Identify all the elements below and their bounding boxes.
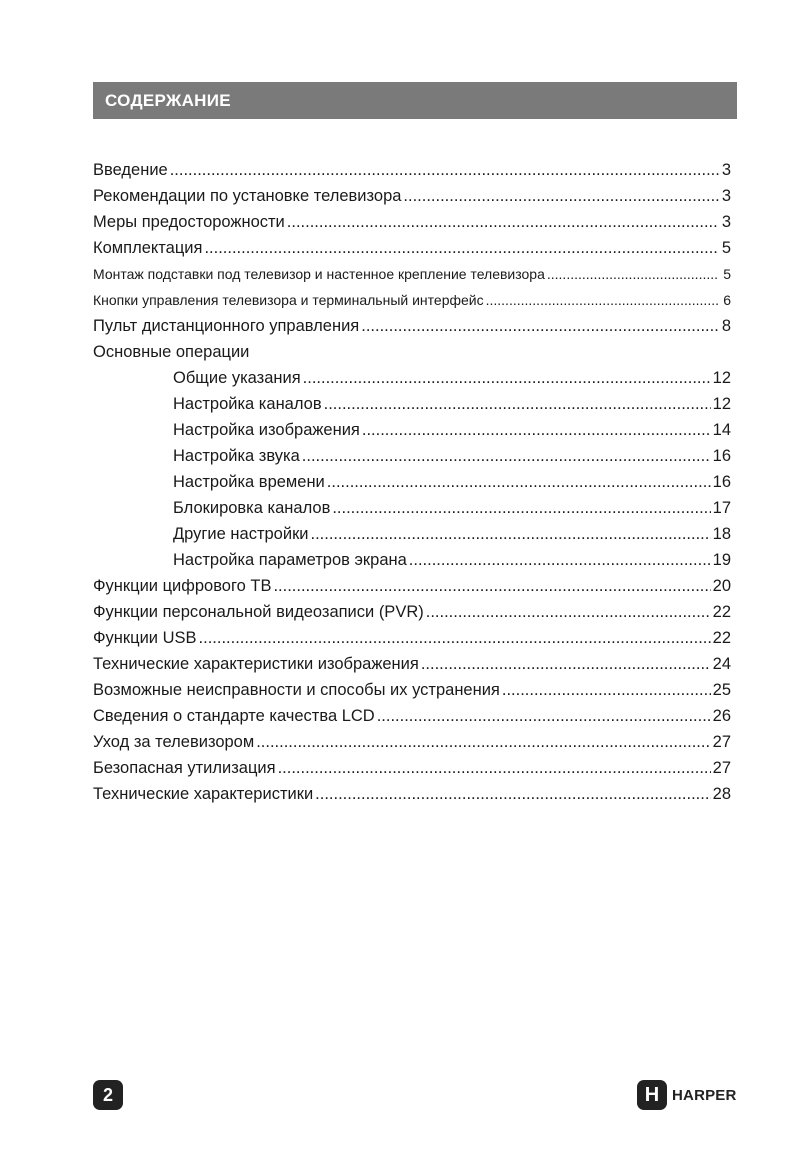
- toc-entry[interactable]: [93, 183, 731, 209]
- toc-entry-page: 3: [721, 161, 731, 179]
- toc-entry-title: Технические характеристики изображения: [93, 655, 419, 673]
- toc-dot-leader: [199, 625, 711, 651]
- toc-entry[interactable]: [93, 677, 731, 703]
- toc-entry-title: Кнопки управления телевизора и терминальный интерфейс: [93, 292, 484, 308]
- toc-entry[interactable]: [93, 469, 731, 495]
- toc-entry-page: 14: [712, 421, 731, 439]
- toc-entry-page: 22: [712, 629, 731, 647]
- toc-entry[interactable]: [93, 521, 731, 547]
- toc-entry[interactable]: [93, 365, 731, 391]
- toc-entry-title: Комплектация: [93, 239, 203, 257]
- toc-entry-title: Возможные неисправности и способы их устранения: [93, 681, 500, 699]
- toc-entry-title: Меры предосторожности: [93, 213, 285, 231]
- toc-entry[interactable]: [93, 287, 731, 313]
- toc-entry-page: 28: [712, 785, 731, 803]
- toc-entry[interactable]: [93, 651, 731, 677]
- toc-entry[interactable]: [93, 547, 731, 573]
- toc-dot-leader: [287, 209, 719, 235]
- toc-entry-page: 18: [712, 525, 731, 543]
- toc-entry-title: Общие указания: [173, 369, 301, 387]
- brand-name: HARPER: [672, 1086, 737, 1104]
- toc-entry-title: Настройка времени: [173, 473, 325, 491]
- toc-dot-leader: [361, 313, 719, 339]
- toc-dot-leader: [547, 261, 719, 287]
- toc-entry[interactable]: [93, 443, 731, 469]
- toc-entry-page: 19: [712, 551, 731, 569]
- toc-dot-leader: [324, 391, 711, 417]
- toc-entry-page: 24: [712, 655, 731, 673]
- toc-dot-leader: [302, 443, 711, 469]
- toc-dot-leader: [256, 729, 710, 755]
- toc-entry-page: 3: [721, 213, 731, 231]
- toc-entry-title: Рекомендации по установке телевизора: [93, 187, 402, 205]
- toc-dot-leader: [303, 365, 711, 391]
- toc-entry[interactable]: [93, 599, 731, 625]
- toc-entry-page: 27: [712, 759, 731, 777]
- page-number-badge: 2: [93, 1080, 123, 1110]
- toc-dot-leader: [377, 703, 711, 729]
- toc-entry-title: Настройка каналов: [173, 395, 322, 413]
- toc-entry-title: Технические характеристики: [93, 785, 314, 803]
- toc-entry[interactable]: [93, 573, 731, 599]
- toc-entry[interactable]: [93, 729, 731, 755]
- toc-entry-title: Настройка изображения: [173, 421, 360, 439]
- toc-entry-title: Сведения о стандарте качества LCD: [93, 707, 375, 725]
- toc-entry[interactable]: [93, 235, 731, 261]
- toc-entry-title: Функции цифрового ТВ: [93, 577, 272, 595]
- toc-dot-leader: [403, 183, 719, 209]
- toc-entry-page: 3: [721, 187, 731, 205]
- toc-entry[interactable]: [93, 157, 731, 183]
- toc-entry-page: 27: [712, 733, 731, 751]
- toc-entry-title: Другие настройки: [173, 525, 309, 543]
- toc-dot-leader: [502, 677, 711, 703]
- toc-entry-page: 26: [712, 707, 731, 725]
- toc-entry-title: Введение: [93, 161, 168, 179]
- toc-dot-leader: [315, 781, 710, 807]
- toc-entry-title: Функции USB: [93, 629, 197, 647]
- toc-entry[interactable]: [93, 339, 731, 365]
- toc-entry-page: 12: [712, 369, 731, 387]
- toc-entry-title: Основные операции: [93, 343, 250, 361]
- toc-entry[interactable]: [93, 755, 731, 781]
- toc-entry-page: 25: [712, 681, 731, 699]
- toc-dot-leader: [204, 235, 719, 261]
- toc-entry[interactable]: [93, 703, 731, 729]
- toc-entry-page: 5: [721, 239, 731, 257]
- toc-entry-title: Функции персональной видеозаписи (PVR): [93, 603, 424, 621]
- toc-entry-title: Монтаж подставки под телевизор и настенное крепление телевизора: [93, 266, 545, 282]
- toc-entry-title: Безопасная утилизация: [93, 759, 276, 777]
- toc-entry[interactable]: [93, 781, 731, 807]
- toc-entry-page: 8: [721, 317, 731, 335]
- toc-dot-leader: [278, 755, 711, 781]
- toc-dot-leader: [409, 547, 711, 573]
- toc-entry-page: 16: [712, 447, 731, 465]
- toc-entry[interactable]: [93, 261, 731, 287]
- toc-dot-leader: [486, 287, 719, 313]
- toc-entry[interactable]: [93, 495, 731, 521]
- toc-dot-leader: [426, 599, 711, 625]
- toc-entry-page: 20: [712, 577, 731, 595]
- toc-dot-leader: [311, 521, 711, 547]
- toc-entry[interactable]: [93, 209, 731, 235]
- toc-dot-leader: [362, 417, 711, 443]
- toc-entry-title: Блокировка каналов: [173, 499, 331, 517]
- toc-entry-page: 16: [712, 473, 731, 491]
- toc-entry-title: Настройка параметров экрана: [173, 551, 407, 569]
- toc-dot-leader: [273, 573, 710, 599]
- toc-entry-title: Уход за телевизором: [93, 733, 255, 751]
- page-title: СОДЕРЖАНИЕ: [105, 90, 231, 110]
- brand-logo: [637, 1080, 737, 1110]
- harper-logo-icon: H: [637, 1080, 667, 1110]
- toc-entry[interactable]: [93, 417, 731, 443]
- toc-entry-page: 17: [712, 499, 731, 517]
- toc-entry-page: 22: [712, 603, 731, 621]
- table-of-contents: [93, 157, 731, 807]
- toc-dot-leader: [332, 495, 710, 521]
- toc-entry-title: Пульт дистанционного управления: [93, 317, 360, 335]
- toc-dot-leader: [327, 469, 711, 495]
- toc-entry-page: 12: [712, 395, 731, 413]
- toc-entry[interactable]: [93, 313, 731, 339]
- contents-header-bar: [93, 82, 737, 119]
- toc-entry-page: 5: [723, 266, 731, 282]
- toc-entry-page: 6: [723, 292, 731, 308]
- toc-dot-leader: [170, 157, 719, 183]
- toc-entry-title: Настройка звука: [173, 447, 300, 465]
- toc-entry[interactable]: [93, 625, 731, 651]
- toc-entry[interactable]: [93, 391, 731, 417]
- toc-dot-leader: [421, 651, 711, 677]
